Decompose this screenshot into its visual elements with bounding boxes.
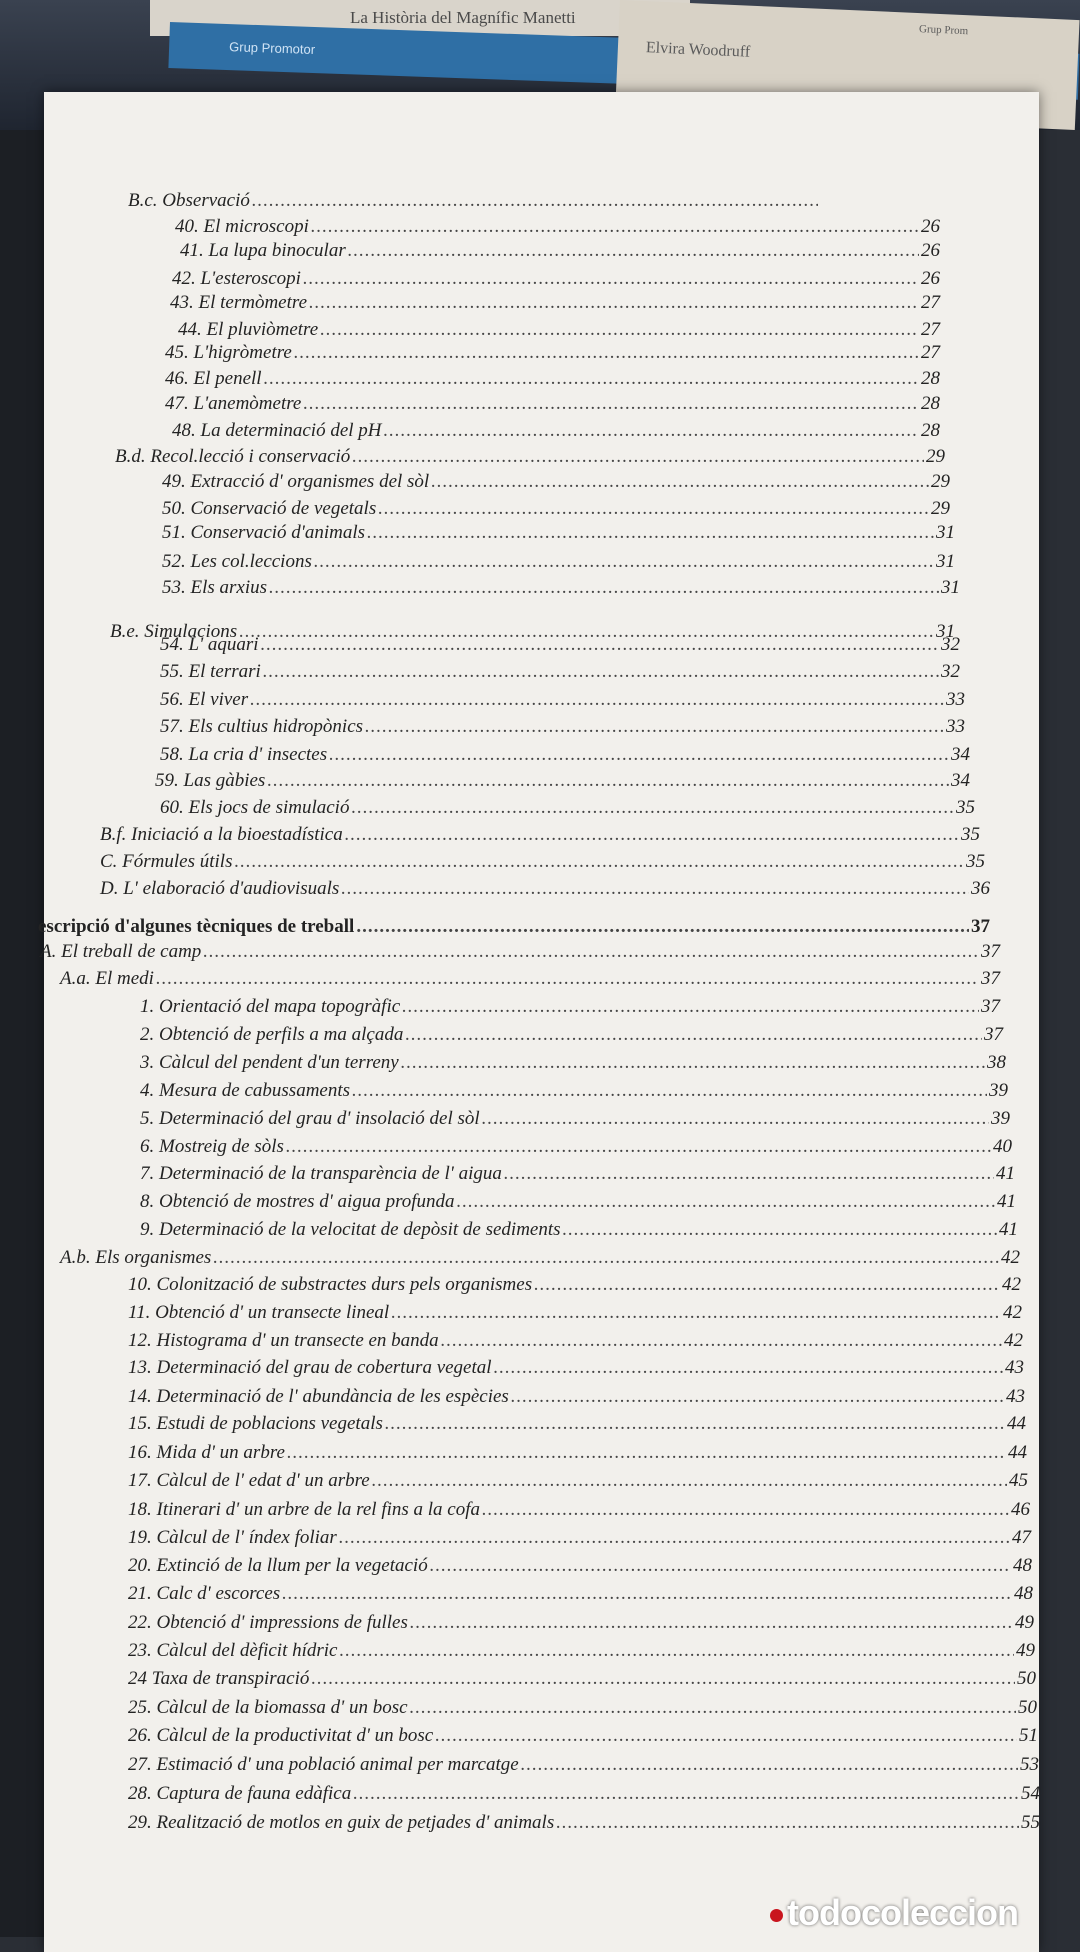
toc-entry <box>100 851 985 873</box>
toc-entry <box>160 689 965 711</box>
dot-leader <box>482 1499 1009 1521</box>
dot-leader <box>311 1668 1015 1690</box>
dot-leader <box>264 368 919 390</box>
toc-entry <box>128 1612 1034 1634</box>
dot-leader <box>365 716 944 738</box>
toc-entry-title: B.c. Observació <box>128 190 250 211</box>
toc-entry-page: 38 <box>987 1052 1006 1073</box>
toc-entry-title: 42. L'esteroscopi <box>172 268 301 289</box>
dot-leader <box>410 1697 1016 1719</box>
toc-entry-page: 37 <box>984 1024 1003 1045</box>
toc-entry-title: 18. Itinerari d' un arbre de la rel fins a la cofa <box>128 1499 481 1520</box>
toc-entry <box>162 522 955 544</box>
toc-entry <box>160 716 965 738</box>
toc-entry <box>155 770 970 792</box>
toc-entry <box>128 1725 1038 1747</box>
toc-entry-title: 60. Els jocs de simulació <box>160 797 350 818</box>
dot-leader <box>156 968 979 990</box>
toc-entry-title: 17. Càlcul de l' edat d' un arbre <box>128 1470 370 1491</box>
toc-entry-page: 54 <box>1021 1783 1040 1804</box>
toc-entry-title: A.b. Els organismes <box>60 1247 212 1268</box>
toc-entry-title: B.e. Simulacions <box>110 621 238 642</box>
toc-entry-title: A. El treball de camp <box>40 941 202 962</box>
toc-entry-title: escripció d'algunes tècniques de treball <box>38 916 355 937</box>
toc-entry-page: 42 <box>1004 1330 1023 1351</box>
toc-entry-title: 25. Càlcul de la biomassa d' un bosc <box>128 1697 408 1718</box>
toc-entry-title: 3. Càlcul del pendent d'un terreny <box>140 1052 399 1073</box>
toc-entry-page: 33 <box>946 716 965 737</box>
dot-leader <box>410 1612 1013 1634</box>
dot-leader <box>511 1386 1004 1408</box>
spine-series: Grup Prom <box>918 23 969 38</box>
dot-leader <box>352 446 924 468</box>
dot-leader <box>482 1108 989 1130</box>
watermark-text: todocoleccion <box>787 1892 1019 1933</box>
dot-leader <box>378 498 929 520</box>
toc-entry-page: 29 <box>926 446 945 467</box>
toc-entry-page: 46 <box>1011 1499 1030 1520</box>
toc-entry-page: 39 <box>989 1080 1008 1101</box>
toc-entry <box>60 1247 1020 1269</box>
toc-entry-page: 40 <box>993 1136 1012 1157</box>
toc-entry-page: 48 <box>1013 1555 1032 1576</box>
toc-entry-title: 43. El termòmetre <box>170 292 308 313</box>
dot-leader <box>203 941 979 963</box>
dot-leader <box>402 996 979 1018</box>
toc-entry-page: 31 <box>941 577 960 598</box>
toc-entry-page: 31 <box>936 551 955 572</box>
toc-entry-title: 52. Les col.leccions <box>162 551 312 572</box>
dot-leader <box>303 393 919 415</box>
toc-entry-title: 41. La lupa binocular <box>180 240 346 261</box>
dot-leader <box>269 577 939 599</box>
toc-entry <box>178 319 940 341</box>
toc-entry-page: 53 <box>1020 1754 1039 1775</box>
toc-entry-page: 45 <box>1009 1470 1028 1491</box>
toc-entry-title: A.a. El medi <box>60 968 154 989</box>
toc-entry <box>140 1080 1008 1102</box>
watermark-logo <box>770 1892 1018 1934</box>
toc-entry-page: 32 <box>941 634 960 655</box>
toc-entry-page: 36 <box>971 878 990 899</box>
toc-entry <box>128 1413 1026 1435</box>
dot-leader <box>430 1555 1011 1577</box>
toc-entry-title: 12. Histograma d' un transecte en banda <box>128 1330 439 1351</box>
toc-entry <box>172 268 940 290</box>
toc-entry-title: 11. Obtenció d' un transecte lineal <box>128 1302 390 1323</box>
dot-leader <box>213 1247 999 1269</box>
toc-entry-page: 26 <box>921 240 940 261</box>
dot-leader <box>431 471 929 493</box>
toc-entry <box>140 1219 1018 1241</box>
toc-entry-title: 2. Obtenció de perfils a ma alçada <box>140 1024 404 1045</box>
dot-leader <box>504 1163 994 1185</box>
toc-entry-title: 20. Extinció de la llum per la vegetació <box>128 1555 428 1576</box>
toc-entry-title: 57. Els cultius hidropònics <box>160 716 364 737</box>
toc-entry-page: 37 <box>971 916 990 937</box>
dot-leader <box>556 1812 1019 1834</box>
toc-entry-page: 55 <box>1021 1812 1040 1833</box>
toc-entry <box>38 916 990 938</box>
toc-entry-title: 15. Estudi de poblacions vegetals <box>128 1413 383 1434</box>
toc-entry-title: 24 Taxa de transpiració <box>128 1668 310 1689</box>
toc-entry-page: 41 <box>997 1191 1016 1212</box>
toc-entry <box>172 420 940 442</box>
toc-entry <box>162 551 955 573</box>
toc-entry <box>165 342 940 364</box>
dot-leader <box>314 551 934 573</box>
toc-entry-title: 22. Obtenció d' impressions de fulles <box>128 1612 408 1633</box>
toc-entry-page: 29 <box>931 498 950 519</box>
toc-entry <box>128 1274 1021 1296</box>
dot-leader <box>294 342 919 364</box>
toc-entry <box>165 368 940 390</box>
toc-entry <box>128 190 820 212</box>
toc-entry <box>128 1442 1027 1464</box>
toc-entry-page: 47 <box>1012 1527 1031 1548</box>
toc-entry <box>162 577 960 599</box>
toc-entry-page: 42 <box>1002 1274 1021 1295</box>
toc-entry-title: 55. El terrari <box>160 661 261 682</box>
toc-entry-page: 48 <box>1014 1583 1033 1604</box>
toc-entry <box>175 216 940 238</box>
dot-leader <box>391 1302 1001 1324</box>
dot-leader <box>309 292 919 314</box>
toc-entry-title: 29. Realització de motlos en guix de petjades d' animals <box>128 1812 555 1833</box>
toc-entry <box>128 1386 1025 1408</box>
toc-entry <box>115 446 945 468</box>
toc-entry-title: 7. Determinació de la transparència de l' aigua <box>140 1163 502 1184</box>
toc-entry <box>140 1163 1015 1185</box>
spine-author: Elvira Woodruff <box>645 39 751 61</box>
toc-entry-title: 10. Colonització de substractes durs pels organismes <box>128 1274 533 1295</box>
toc-entry <box>128 1527 1031 1549</box>
toc-entry <box>128 1640 1035 1662</box>
toc-entry-page: 49 <box>1015 1612 1034 1633</box>
toc-entry-page: 42 <box>1001 1247 1020 1268</box>
toc-entry-page: 28 <box>921 368 940 389</box>
dot-leader <box>282 1583 1012 1605</box>
toc-entry <box>140 1108 1010 1130</box>
dot-leader <box>385 1413 1005 1435</box>
toc-entry-page: 31 <box>936 522 955 543</box>
dot-leader <box>405 1024 982 1046</box>
dot-leader <box>311 216 919 238</box>
toc-entry <box>160 797 975 819</box>
toc-entry <box>140 1024 1003 1046</box>
toc-entry-page: 35 <box>966 851 985 872</box>
toc-entry-title: 27. Estimació d' una població animal per marcatge <box>128 1754 519 1775</box>
toc-entry-page: 39 <box>991 1108 1010 1129</box>
dot-leader <box>287 1442 1006 1464</box>
toc-entry-title: 47. L'anemòmetre <box>165 393 302 414</box>
toc-entry-title: 21. Calc d' escorces <box>128 1583 281 1604</box>
toc-entry-title: 45. L'higròmetre <box>165 342 292 363</box>
dot-leader <box>267 770 949 792</box>
dot-leader <box>345 824 959 846</box>
toc-entry-page: 41 <box>996 1163 1015 1184</box>
toc-entry-page: 31 <box>936 621 955 642</box>
toc-entry-page: 41 <box>999 1219 1018 1240</box>
toc-entry-page: 32 <box>941 661 960 682</box>
toc-entry <box>128 1754 1039 1776</box>
dot-leader <box>367 522 934 544</box>
toc-entry-title: 5. Determinació del grau d' insolació del sòl <box>140 1108 480 1129</box>
toc-entry-title: 54. L' aquari <box>160 634 259 655</box>
toc-entry <box>140 1191 1016 1213</box>
logo-dot-icon <box>770 1909 783 1922</box>
dot-leader <box>341 878 969 900</box>
toc-entry-page: 33 <box>946 689 965 710</box>
dot-leader <box>234 851 964 873</box>
toc-entry-page: 37 <box>981 941 1000 962</box>
toc-entry-page: 49 <box>1016 1640 1035 1661</box>
toc-entry-title: 8. Obtenció de mostres d' aigua profunda <box>140 1191 455 1212</box>
toc-entry <box>140 1052 1006 1074</box>
toc-entry <box>170 292 940 314</box>
toc-entry-title: 58. La cria d' insectes <box>160 744 328 765</box>
toc-entry <box>128 1668 1036 1690</box>
toc-entry-title: 49. Extracció d' organismes del sòl <box>162 471 430 492</box>
toc-entry-page: 43 <box>1005 1357 1024 1378</box>
toc-entry-page: 50 <box>1017 1668 1036 1689</box>
dot-leader <box>261 634 939 656</box>
toc-entry <box>128 1302 1022 1324</box>
dot-leader <box>372 1470 1007 1492</box>
toc-entry-page: 34 <box>951 744 970 765</box>
toc-entry <box>128 1783 1040 1805</box>
dot-leader <box>263 661 939 683</box>
toc-entry <box>140 996 1000 1018</box>
dot-leader <box>563 1219 997 1241</box>
toc-entry <box>128 1697 1037 1719</box>
toc-entry-title: 53. Els arxius <box>162 577 268 598</box>
toc-entry-title: 6. Mostreig de sòls <box>140 1136 284 1157</box>
toc-entry-page: 44 <box>1007 1413 1026 1434</box>
toc-entry-title: 13. Determinació del grau de cobertura vegetal <box>128 1357 492 1378</box>
dot-leader <box>252 190 818 212</box>
dot-leader <box>494 1357 1003 1379</box>
toc-entry <box>128 1812 1040 1834</box>
toc-entry <box>60 968 1000 990</box>
toc-entry <box>100 878 990 900</box>
toc-entry-page: 26 <box>921 216 940 237</box>
toc-entry <box>160 661 960 683</box>
dot-leader <box>340 1640 1015 1662</box>
toc-entry <box>128 1357 1024 1379</box>
toc-entry <box>128 1555 1032 1577</box>
toc-entry-page: 35 <box>956 797 975 818</box>
toc-entry-title: 51. Conservació d'animals <box>162 522 366 543</box>
toc-entry <box>162 498 950 520</box>
toc-entry-page: 51 <box>1019 1725 1038 1746</box>
dot-leader <box>250 689 944 711</box>
dot-leader <box>303 268 919 290</box>
toc-entry <box>160 634 960 656</box>
toc-entry <box>128 1499 1030 1521</box>
dot-leader <box>351 797 954 819</box>
toc-entry-page: 29 <box>931 471 950 492</box>
spine-publisher: Grup Promotor <box>228 39 316 58</box>
toc-entry-page: 28 <box>921 420 940 441</box>
toc-entry-title: 28. Captura de fauna edàfica <box>128 1783 352 1804</box>
toc-entry-page: 43 <box>1006 1386 1025 1407</box>
dot-leader <box>348 240 919 262</box>
dot-leader <box>441 1330 1002 1352</box>
dot-leader <box>286 1136 991 1158</box>
toc-entry-title: 59. Las gàbies <box>155 770 266 791</box>
toc-entry-page: 37 <box>981 996 1000 1017</box>
toc-entry-title: 14. Determinació de l' abundància de les espècies <box>128 1386 509 1407</box>
toc-entry-title: 56. El viver <box>160 689 249 710</box>
toc-entry <box>100 824 980 846</box>
toc-entry-page: 34 <box>951 770 970 791</box>
dot-leader <box>339 1527 1010 1549</box>
dot-leader <box>435 1725 1017 1747</box>
toc-entry-title: 4. Mesura de cabussaments <box>140 1080 351 1101</box>
toc-entry-page: 28 <box>921 393 940 414</box>
toc-entry-title: B.d. Recol.lecció i conservació <box>115 446 351 467</box>
toc-entry <box>128 1470 1028 1492</box>
toc-entry <box>128 1583 1033 1605</box>
toc-entry <box>40 941 1000 963</box>
toc-entry-page: 44 <box>1008 1442 1027 1463</box>
toc-entry-page: 26 <box>921 268 940 289</box>
spine-title: La Història del Magnífic Manetti <box>350 8 576 27</box>
toc-entry-title: C. Fórmules útils <box>100 851 233 872</box>
toc-entry-title: 46. El penell <box>165 368 262 389</box>
toc-entry-title: 16. Mida d' un arbre <box>128 1442 285 1463</box>
toc-entry-title: 50. Conservació de vegetals <box>162 498 377 519</box>
toc-entry-title: 44. El pluviòmetre <box>178 319 319 340</box>
dot-leader <box>401 1052 985 1074</box>
dot-leader <box>457 1191 995 1213</box>
toc-entry <box>128 1330 1023 1352</box>
toc-entry-page: 37 <box>981 968 1000 989</box>
toc-entry-title: 48. La determinació del pH <box>172 420 382 441</box>
toc-entry-page: 42 <box>1003 1302 1022 1323</box>
toc-entry <box>180 240 940 262</box>
dot-leader <box>352 1080 987 1102</box>
dot-leader <box>521 1754 1018 1776</box>
toc-entry-title: 19. Càlcul de l' índex foliar <box>128 1527 337 1548</box>
toc-entry <box>140 1136 1012 1158</box>
dot-leader <box>534 1274 1000 1296</box>
toc-entry <box>162 471 950 493</box>
toc-entry-title: 26. Càlcul de la productivitat d' un bosc <box>128 1725 434 1746</box>
toc-entry <box>165 393 940 415</box>
toc-entry-page: 27 <box>921 319 940 340</box>
toc-entry-title: D. L' elaboració d'audiovisuals <box>100 878 340 899</box>
dot-leader <box>320 319 919 341</box>
toc-entry-page: 27 <box>921 292 940 313</box>
toc-entry <box>160 744 970 766</box>
toc-entry-title: B.f. Iniciació a la bioestadística <box>100 824 343 845</box>
toc-entry-title: 1. Orientació del mapa topogràfic <box>140 996 401 1017</box>
toc-entry-title: 40. El microscopi <box>175 216 309 237</box>
toc-entry-title: 9. Determinació de la velocitat de depòsit de sediments <box>140 1219 561 1240</box>
toc-entry-page: 27 <box>921 342 940 363</box>
toc-entry-page: 35 <box>961 824 980 845</box>
toc-entry-title: 23. Càlcul del dèficit hídric <box>128 1640 338 1661</box>
dot-leader <box>384 420 919 442</box>
dot-leader <box>353 1783 1019 1805</box>
toc-entry-page: 50 <box>1018 1697 1037 1718</box>
dot-leader <box>329 744 949 766</box>
dot-leader <box>356 916 969 938</box>
